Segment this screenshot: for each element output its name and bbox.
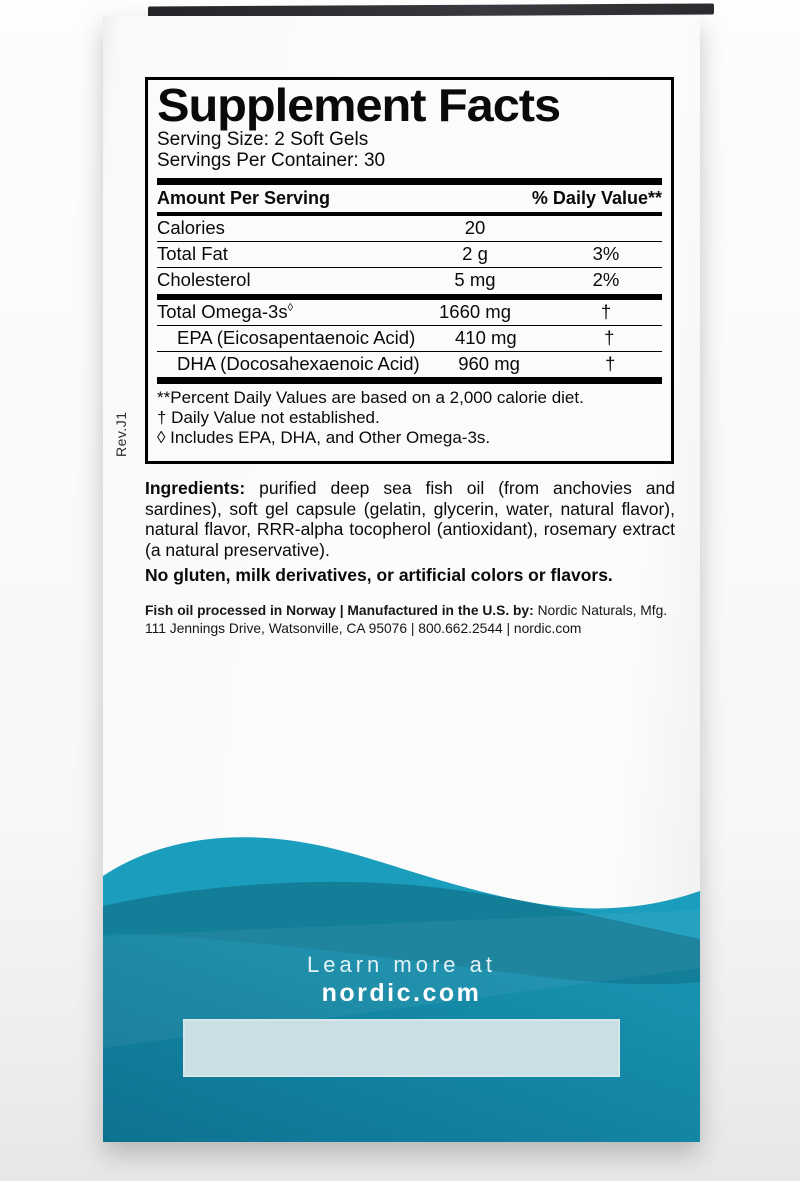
ingredients-text: purified deep sea fish oil (from anchovies and sardines), soft gel capsule (gelatin, glycerin, water, natural flavor), natural flavor, RRR-alpha tocopherol (antioxidant), rosemary extract (a natural preservative). (145, 478, 675, 560)
promo-text (103, 952, 700, 1008)
ingredients-label: Ingredients: (145, 478, 246, 498)
nutrient-row-total-fat (157, 242, 662, 267)
lozenge-symbol: ◊ (287, 302, 294, 315)
nutrient-amount: 410 mg (455, 327, 517, 349)
serving-size: Serving Size: 2 Soft Gels (157, 128, 369, 150)
nutrient-amount: 2 g (462, 243, 488, 265)
footnote-daily-values: **Percent Daily Values are based on a 2,000 calorie diet. (157, 387, 584, 407)
nutrient-dv: 3% (592, 243, 620, 265)
manufacturer-line1-regular: Nordic Naturals, Mfg. (537, 603, 668, 618)
nutrient-amount: 960 mg (458, 353, 520, 375)
nutrient-name: Total Fat (157, 243, 228, 265)
nordic-com-text: nordic.com (321, 979, 482, 1007)
nutrient-name: EPA (Eicosapentaenoic Acid) (177, 327, 416, 349)
amount-per-serving-label: Amount Per Serving (157, 187, 331, 208)
nutrient-row-dha (157, 352, 662, 377)
no-gluten-claim: No gluten, milk derivatives, or artificial colors or flavors. (145, 565, 613, 585)
supplement-facts-panel (145, 77, 674, 464)
nutrient-amount: 1660 mg (439, 301, 511, 323)
nutrient-row-cholesterol (157, 268, 662, 293)
nutrient-dv: † (604, 327, 615, 349)
nutrient-name: Calories (157, 217, 225, 239)
divider-thick (157, 178, 662, 185)
panel-title: Supplement Facts (157, 79, 561, 131)
footnote-lozenge: ◊ Includes EPA, DHA, and Other Omega-3s. (157, 427, 491, 447)
servings-per-container: Servings Per Container: 30 (157, 149, 386, 171)
nutrient-name: Cholesterol (157, 269, 251, 291)
manufacturer-line2: 111 Jennings Drive, Watsonville, CA 95076 | 800.662.2544 | nordic.com (145, 620, 582, 636)
footnotes (157, 384, 662, 448)
divider-thick (157, 377, 662, 384)
package-box (103, 16, 700, 1142)
ingredients-paragraph (145, 478, 675, 560)
nutrient-name: DHA (Docosahexaenoic Acid) (177, 353, 420, 375)
nutrient-row-calories (157, 216, 662, 241)
manufacturer-line1-bold: Fish oil processed in Norway | Manufactured in the U.S. by: (145, 603, 534, 618)
footnote-dagger: † Daily Value not established. (157, 407, 380, 427)
wave-footer (103, 818, 700, 1142)
barcode-placeholder (183, 1019, 620, 1077)
daily-value-label: % Daily Value** (531, 187, 662, 208)
nutrient-dv: † (600, 301, 612, 323)
nutrient-row-epa (157, 326, 662, 351)
nutrient-amount: 20 (464, 217, 486, 239)
learn-more-text: Learn more at (307, 952, 496, 977)
table-header-row (157, 185, 662, 212)
manufacturer-info (145, 602, 675, 637)
nutrient-dv: 2% (592, 269, 620, 291)
nutrient-name: Total Omega-3s (157, 301, 288, 323)
nutrient-dv: † (605, 353, 616, 375)
nutrient-amount: 5 mg (454, 269, 496, 291)
rev-label: Rev.J1 (113, 411, 129, 457)
manufacturer-line1 (145, 602, 675, 620)
nutrient-row-total-omega3 (157, 300, 662, 325)
